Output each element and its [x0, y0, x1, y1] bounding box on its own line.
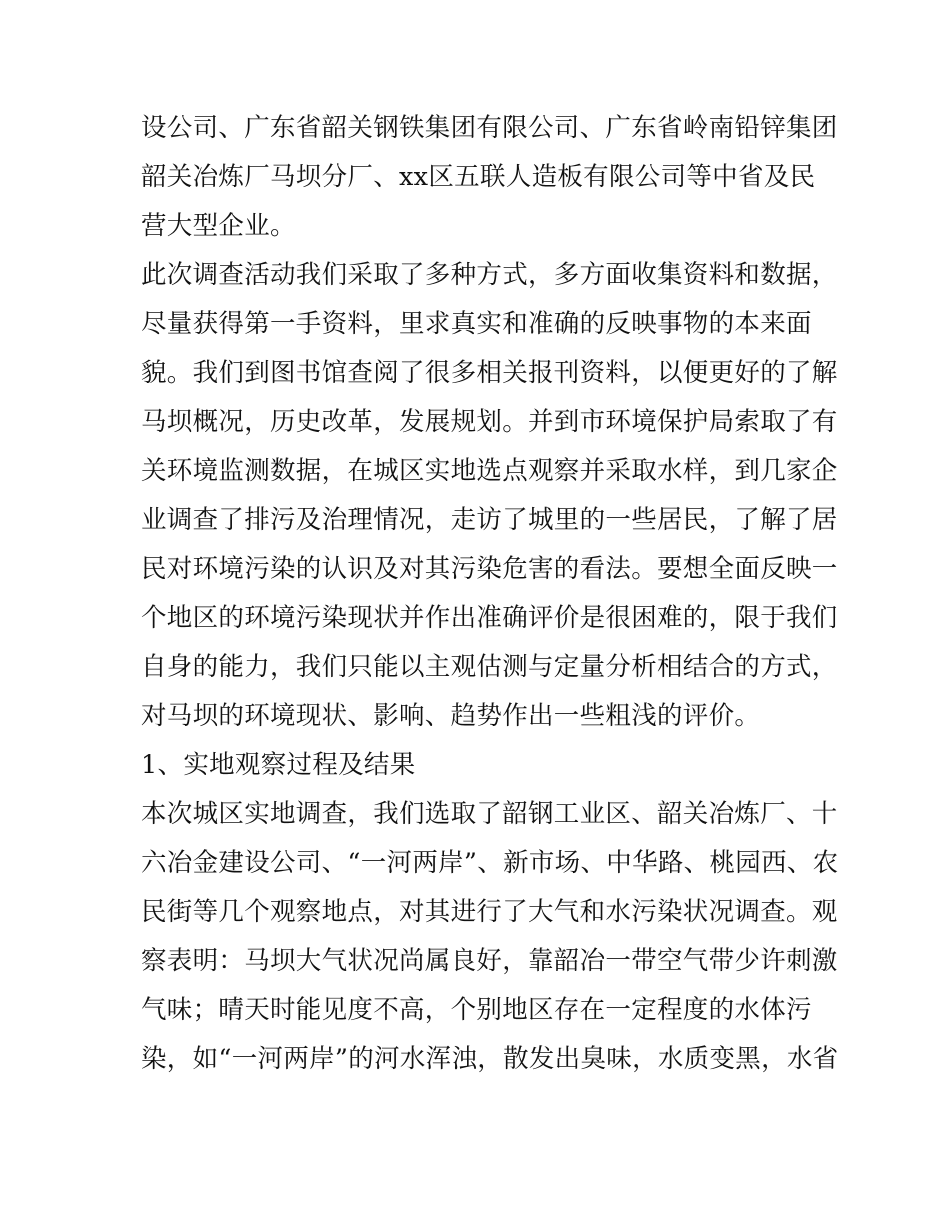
text-line: 韶关冶炼厂马坝分厂、xx区五联人造板有限公司等中省及民 — [141, 162, 816, 192]
text-line: 营大型企业。 — [141, 211, 296, 241]
text-line: 此次调查活动我们采取了多种方式，多方面收集资料和数据， — [141, 260, 838, 290]
text-line: 民对环境污染的认识及对其污染危害的看法。要想全面反映一 — [141, 554, 838, 584]
text-line: 察表明：马坝大气状况尚属良好，靠韶冶一带空气带少许刺激 — [141, 946, 838, 976]
section-heading: 1、实地观察过程及结果 — [141, 750, 416, 780]
text-line: 染，如“一河两岸”的河水浑浊，散发出臭味，水质变黑，水省 — [141, 1044, 839, 1074]
text-line: 设公司、广东省韶关钢铁集团有限公司、广东省岭南铅锌集团 — [141, 113, 838, 143]
text-line: 个地区的环境污染现状并作出准确评价是很困难的，限于我们 — [141, 603, 838, 633]
text-line: 对马坝的环境现状、影响、趋势作出一些粗浅的评价。 — [141, 701, 761, 731]
text-line: 自身的能力，我们只能以主观估测与定量分析相结合的方式， — [141, 652, 838, 682]
text-line: 六冶金建设公司、“一河两岸”、新市场、中华路、桃园西、农 — [141, 848, 839, 878]
text-line: 本次城区实地调查，我们选取了韶钢工业区、韶关冶炼厂、十 — [141, 799, 838, 829]
text-line: 民街等几个观察地点，对其进行了大气和水污染状况调查。观 — [141, 897, 838, 927]
text-line: 貌。我们到图书馆查阅了很多相关报刊资料，以便更好的了解 — [141, 358, 838, 388]
text-line: 马坝概况，历史改革，发展规划。并到市环境保护局索取了有 — [141, 407, 838, 437]
text-line: 关环境监测数据，在城区实地选点观察并采取水样，到几家企 — [141, 456, 838, 486]
text-line: 业调查了排污及治理情况，走访了城里的一些居民，了解了居 — [141, 505, 838, 535]
text-line: 气味；晴天时能见度不高，个别地区存在一定程度的水体污 — [141, 995, 812, 1025]
text-line: 尽量获得第一手资料，里求真实和准确的反映事物的本来面 — [141, 309, 812, 339]
